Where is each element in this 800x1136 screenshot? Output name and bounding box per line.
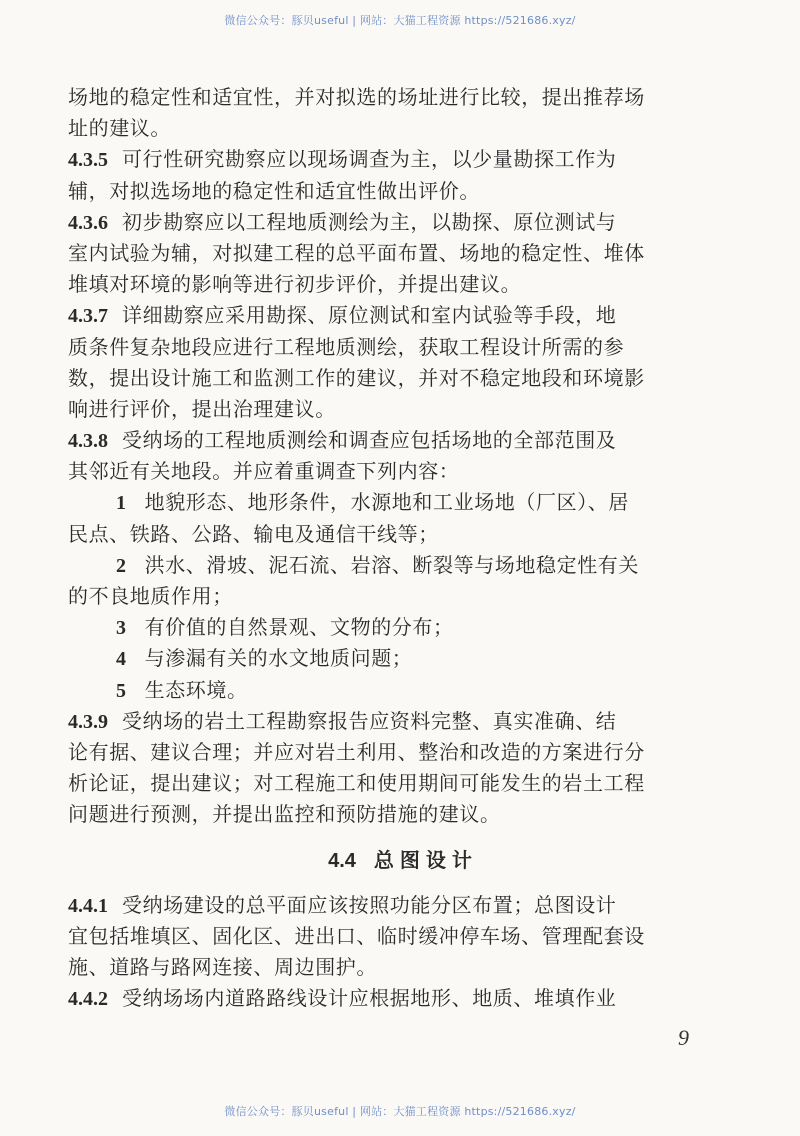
clause-number: 4.4.1: [68, 894, 108, 917]
item-number: 3: [116, 617, 127, 640]
clause-number: 4.4.2: [68, 988, 108, 1011]
clause-number: 4.3.5: [68, 149, 108, 172]
paragraph-line: 辅，对拟选场地的稳定性和适宜性做出评价。: [68, 178, 480, 203]
clause-text: 受纳场场内道路路线设计应根据地形、地质、堆填作业: [122, 986, 617, 1011]
list-item-4: [68, 643, 718, 674]
paragraph-line: 址的建议。: [68, 116, 171, 141]
paragraph-line: 响进行评价，提出治理建议。: [68, 396, 336, 421]
paragraph-line: 场地的稳定性和适宜性，并对拟选的场址进行比较，提出推荐场: [68, 85, 645, 109]
paragraph-line: 论有据、建议合理；并应对岩土利用、整治和改造的方案进行分: [68, 739, 645, 764]
paragraph-line: 室内试验为辅，对拟建工程的总平面布置、场地的稳定性、堆体: [68, 240, 645, 265]
clause-4-3-6: [68, 207, 718, 238]
item-number: 5: [116, 679, 127, 702]
paragraph-line: 堆填对环境的影响等进行初步评价，并提出建议。: [68, 272, 522, 297]
page-number: 9: [678, 1025, 689, 1050]
clause-4-3-9: [68, 706, 718, 737]
watermark-bottom: 微信公众号：豚贝useful | 网站：大猫工程资源 https://521686.xyz/: [224, 1105, 576, 1118]
item-text: 地貌形态、地形条件，水源地和工业场地（厂区）、居: [144, 490, 630, 515]
paragraph-line: 施、道路与路网连接、周边围护。: [68, 954, 377, 979]
item-number: 4: [116, 648, 127, 671]
clause-4-3-8: [68, 425, 718, 456]
clause-text: 可行性研究勘察应以现场调查为主，以少量勘探工作为: [122, 147, 617, 172]
item-text: 有价值的自然景观、文物的分布；: [144, 615, 454, 640]
section-heading: [68, 845, 718, 876]
clause-text: 详细勘察应采用勘探、原位测试和室内试验等手段，地: [122, 303, 617, 328]
item-number: 1: [116, 492, 127, 515]
clause-number: 4.3.9: [68, 710, 108, 733]
clause-4-3-5: [68, 144, 718, 175]
clause-number: 4.3.7: [68, 305, 108, 328]
list-item-1: [68, 487, 718, 518]
clause-number: 4.3.8: [68, 430, 108, 453]
clause-4-3-7: [68, 300, 718, 331]
item-number: 2: [116, 554, 127, 577]
paragraph-line: 民点、铁路、公路、输电及通信干线等；: [68, 521, 439, 546]
clause-text: 初步勘察应以工程地质测绘为主，以勘探、原位测试与: [122, 209, 617, 234]
clause-text: 受纳场建设的总平面应该按照功能分区布置；总图设计: [122, 892, 617, 917]
watermark-top: 微信公众号：豚贝useful | 网站：大猫工程资源 https://521686.xyz/: [224, 14, 576, 27]
paragraph-line: 质条件复杂地段应进行工程地质测绘，获取工程设计所需的参: [68, 334, 625, 359]
clause-number: 4.3.6: [68, 211, 108, 234]
clause-text: 受纳场的岩土工程勘察报告应资料完整、真实准确、结: [122, 708, 617, 733]
clause-4-4-2: [68, 983, 718, 1014]
list-item-2: [68, 550, 718, 581]
list-item-5: [68, 675, 718, 706]
list-item-3: [68, 612, 718, 643]
section-number: 4.4: [328, 849, 356, 872]
paragraph-line: 宜包括堆填区、固化区、进出口、临时缓冲停车场、管理配套设: [68, 923, 645, 948]
paragraph-line: 其邻近有关地段。并应着重调查下列内容：: [68, 459, 460, 484]
paragraph-line: 的不良地质作用；: [68, 584, 233, 608]
clause-text: 受纳场的工程地质测绘和调查应包括场地的全部范围及: [122, 428, 617, 453]
section-title: 总图设计: [373, 847, 478, 872]
item-text: 与渗漏有关的水文地质问题；: [144, 646, 413, 671]
paragraph-line: 析论证，提出建议；对工程施工和使用期间可能发生的岩土工程: [68, 771, 645, 796]
document-page: [68, 82, 718, 1014]
paragraph-line: 问题进行预测，并提出监控和预防措施的建议。: [68, 802, 501, 827]
item-text: 洪水、滑坡、泥石流、岩溶、断裂等与场地稳定性有关: [144, 552, 640, 577]
item-text: 生态环境。: [144, 677, 248, 702]
paragraph-line: 数，提出设计施工和监测工作的建议，并对不稳定地段和环境影: [68, 365, 645, 390]
clause-4-4-1: [68, 890, 718, 921]
